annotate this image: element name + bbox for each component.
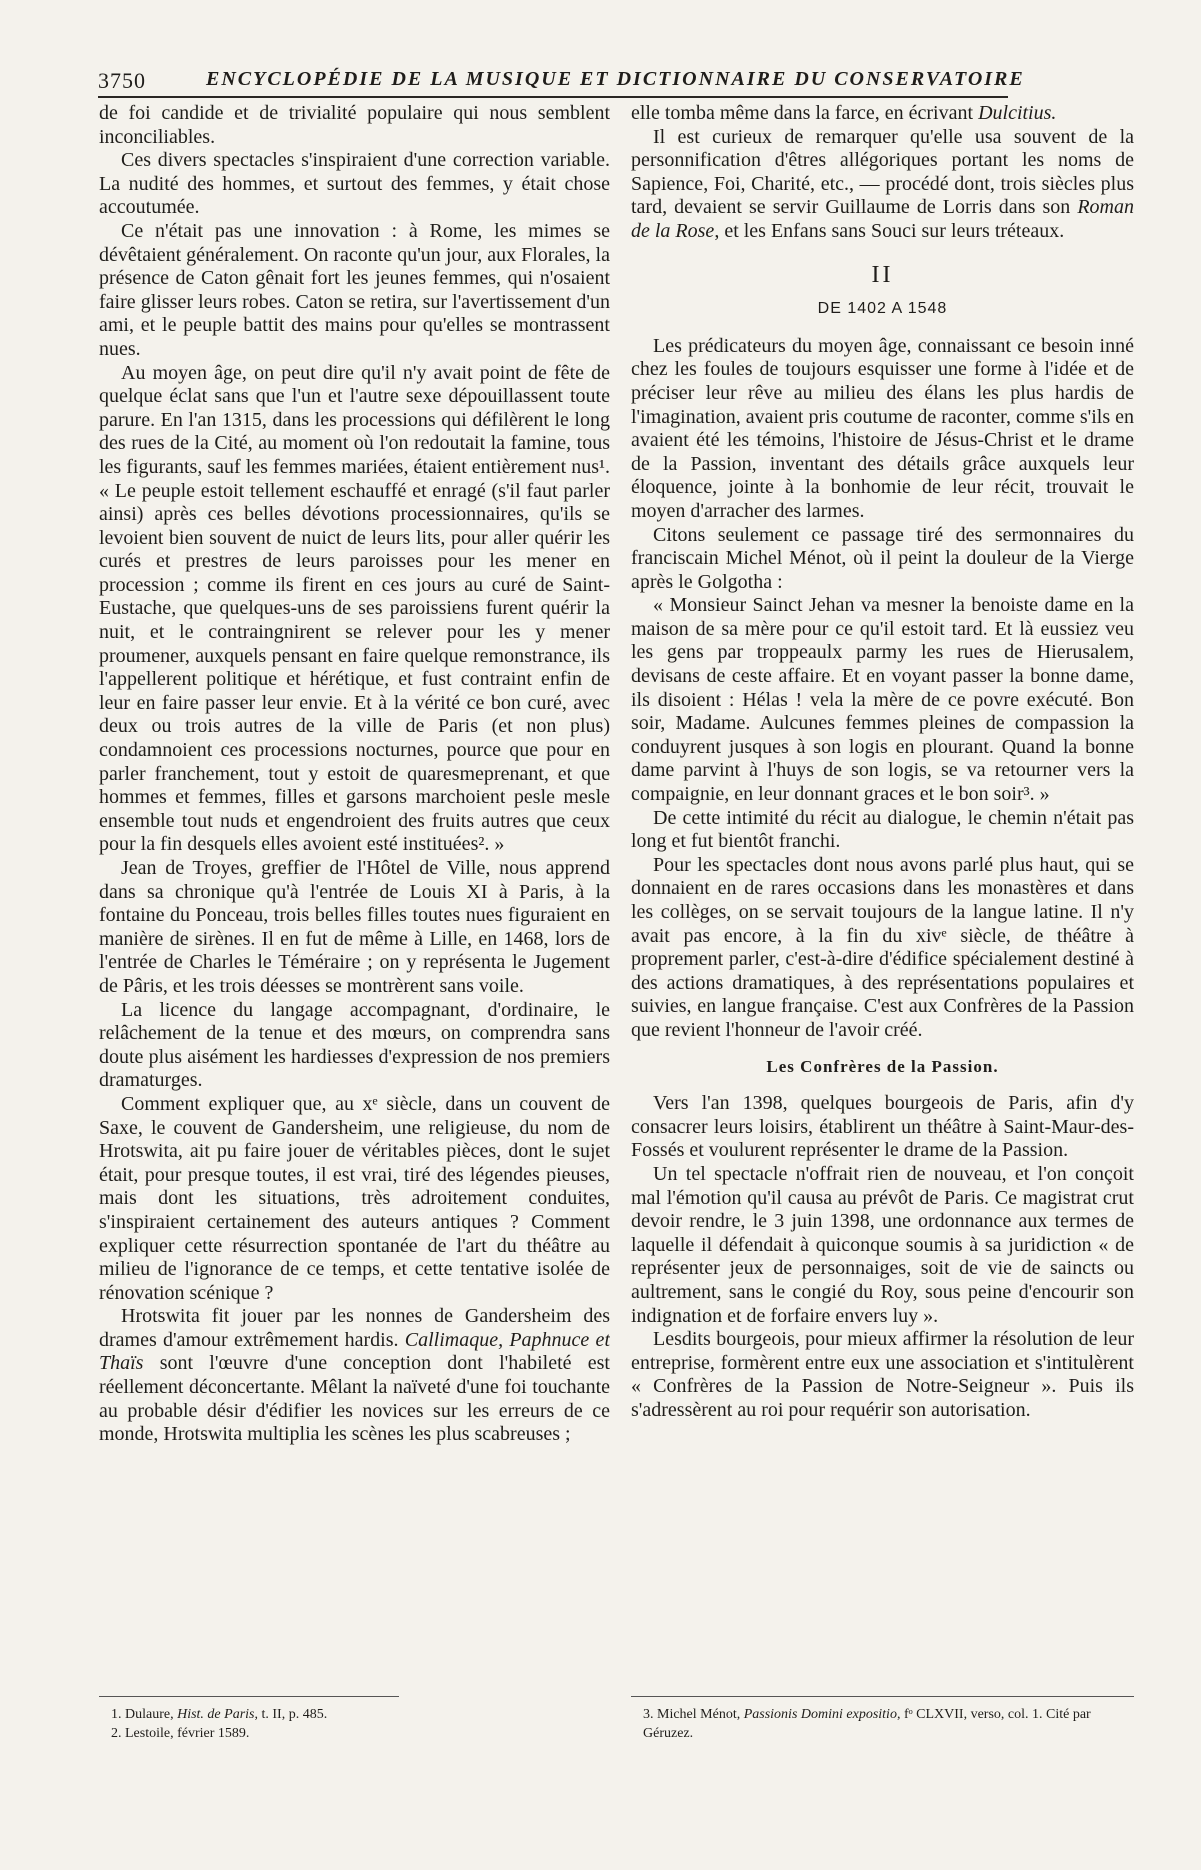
quotation: « Monsieur Sainct Jehan va mesner la benoiste dame en la maison de sa mère pour ce qu'il estoit tard. Et là eussiez veu les gens par troppeaulx parmy les rues de Hierusalem, devisans de ceste affaire. Et en voyant passer la bonne dame, ils disoient : Hélas ! vela la mère de ce povre exécuté. Bon soir, Madame. Aulcunes femmes pleines de compassion la conduyrent jusques à son logis en plourant. Quand la bonne dame parvint à l'huys de son logis, se va retourner vers la compaignie, en leur donnant graces et le bon soir³. » (631, 594, 1134, 806)
paragraph (99, 1305, 610, 1447)
text: elle tomba même dans la farce, en écrivant (631, 102, 979, 124)
paragraph: La licence du langage accompagnant, d'ordinaire, le relâchement de la tenue et des mœurs, on comprendra sans doute plus aisément les hardiesses d'expression de nos premiers dramaturges. (99, 998, 610, 1092)
running-header (98, 62, 1025, 98)
paragraph: Vers l'an 1398, quelques bourgeois de Paris, afin d'y consacrer leurs loisirs, établirent un théâtre à Saint-Maur-des-Fossés et voulurent représenter le drame de la Passion. (631, 1092, 1134, 1162)
footnote (99, 1705, 399, 1724)
text: 1. Dulaure, (111, 1707, 178, 1722)
text: , t. II, p. 485. (254, 1707, 328, 1722)
text: Hrotswita fit jouer par les nonnes de Gandersheim des drames d'amour extrêmement hardis. (99, 1305, 610, 1351)
page-number: 3750 (98, 68, 146, 93)
paragraph: Lesdits bourgeois, pour mieux affirmer la résolution de leur entreprise, formèrent entre eux une association et s'intitulèrent « Confrères de la Passion de Notre-Seigneur ». Puis ils s'adressèrent au roi pour requérir son autorisation. (631, 1328, 1134, 1421)
paragraph (631, 102, 1134, 126)
right-column (631, 102, 1134, 1692)
italic-title: Passionis Domini expositio (743, 1707, 897, 1722)
italic-title: Hist. de Paris (177, 1707, 255, 1722)
section-title: DE 1402 A 1548 (817, 300, 948, 318)
paragraph (631, 126, 1134, 244)
text: , et les Enfans sans Souci sur leurs tréteaux. (714, 219, 1065, 242)
paragraph: Ces divers spectacles s'inspiraient d'une correction variable. La nudité des hommes, et surtout des femmes, y était chose accoutumée. (99, 149, 610, 219)
section-number: II (871, 261, 894, 288)
footnotes-right (631, 1696, 1134, 1743)
footnote: 2. Lestoile, février 1589. (111, 1726, 250, 1741)
paragraph: Un tel spectacle n'offrait rien de nouveau, et l'on conçoit mal l'émotion qu'il causa au prévôt de Paris. Ce magistrat crut devoir rendre, le 3 juin 1398, une ordonnance aux termes de laquelle il défendait à quiconque soumis à sa juridiction « de représenter jeux de personnaiges, soit de vie de saincts ou aultrement, sans le congié du Roy, sous peine d'encourir son indignation et de forfaire envers luy ». (631, 1162, 1134, 1327)
text: Il est curieux de remarquer qu'elle usa souvent de la personnification d'êtres allégoriques portant les noms de Sapience, Foi, Charité, etc., — procédé dont, trois siècles plus tard, devaient se servir Guillaume de Lorris dans son (631, 125, 1134, 219)
paragraph: De cette intimité du récit au dialogue, le chemin n'était pas long et fut bientôt franchi. (631, 806, 1134, 853)
italic-title: Roman de la Rose (631, 196, 1134, 242)
paragraph: Pour les spectacles dont nous avons parlé plus haut, qui se donnaient en de rares occasions dans les monastères et dans les collèges, on se servait toujours de la langue latine. Il n'y avait pas encore, à la fin du xivᵉ siècle, de théâtre à proprement parler, c'est-à-dire d'édifice spécialement destiné à des actions dramatiques, à des représentations populaires et suivies, en langue française. C'est aux Confrères de la Passion que revient l'honneur de l'avoir créé. (631, 853, 1134, 1041)
paragraph: Au moyen âge, on peut dire qu'il n'y avait point de fête de quelque éclat sans que l'un et l'autre sexe dépouillassent toute parure. En l'an 1315, dans les processions qui défilèrent le long des rues de la Cité, au moment où l'on redoutait la famine, tous les figurants, sauf les femmes mariées, étaient entièrement nus¹. « Le peuple estoit tellement eschauffé et enragé (s'il faut parler ainsi) après ces belles dévotions processionnaires, qu'ils se levoient bien souvent de nuict de leurs lits, pour aller quérir les curés et prestres de leurs paroisses pour les mener en procession ; comme ils firent en ces jours au curé de Saint-Eustache, que quelques-uns de ses paroissiens furent quérir la nuit, et le contraingnirent se relever pour les y mener proumener, auxquels pensant en faire quelque remonstrance, ils l'appellerent politique et hérétique, et fust contraint enfin de leur en faire passer leur envie. Et à la vérité ce bon curé, avec deux ou trois autres de la ville de Paris (et non plus) condamnoient ces processions nocturnes, pource que pour en parler franchement, tout y estoit de quaresmeprenant, et que hommes et femmes, filles et garsons marchoient pesle mesle ensemble tout nuds et engendroient des fruits autres que ceux pour la fin desquels elles avoient esté instituées². » (99, 361, 610, 856)
subheading: Les Confrères de la Passion. (766, 1056, 999, 1076)
paragraph: Jean de Troyes, greffier de l'Hôtel de Ville, nous apprend dans sa chronique qu'à l'entrée de Louis XI à Paris, à la fontaine du Ponceau, trois belles filles toutes nues figuraient en manière de sirènes. Il en fut de même à Lille, en 1468, lors de l'entrée de Charles le Téméraire ; on y représenta le Jugement de Pâris, et les trois déesses se montrèrent sans voile. (99, 857, 610, 997)
footnote (631, 1705, 1134, 1743)
italic-title: Dulcitius. (978, 102, 1057, 124)
text: sont l'œuvre d'une conception dont l'habileté est réellement déconcertante. Mêlant la naïveté d'une foi touchante au probable désir d'édifier les novices sur les erreurs de ce monde, Hrotswita multiplia les scènes les plus scabreuses ; (99, 1352, 610, 1446)
paragraph: Citons seulement ce passage tiré des sermonnaires du franciscain Michel Ménot, où il peint la douleur de la Vierge après le Golgotha : (631, 523, 1134, 593)
italic-title: Callimaque, Paphnuce et Thaïs (99, 1328, 610, 1375)
paragraph: Les prédicateurs du moyen âge, connaissant ce besoin inné chez les foules de toujours esquisser une forme à l'idée et de préciser leur rêve au milieu des élans les plus hardis de l'imagination, avaient pris coutume de raconter, comme s'ils en avaient été les témoins, l'histoire de Jésus-Christ et le drame de la Passion, inventant des détails grâce auxquels leur éloquence, jointe à la bonhomie de leur récit, trouvait le moyen d'arracher des larmes. (631, 334, 1134, 522)
text: 3. Michel Ménot, (643, 1707, 744, 1722)
footnotes-left (99, 1696, 399, 1743)
running-title: ENCYCLOPÉDIE DE LA MUSIQUE ET DICTIONNAIRE DU CONSERVATOIRE (206, 68, 1025, 90)
paragraph: de foi candide et de trivialité populaire qui nous semblent inconciliables. (99, 102, 610, 148)
paragraph: Ce n'était pas une innovation : à Rome, les mimes se dévêtaient généralement. On raconte qu'un jour, aux Florales, la présence de Caton gênait fort les jeunes femmes, qui n'osaient faire glisser leurs robes. Caton se retira, sur l'avertissement d'un ami, et le peuple battit des mains pour qu'elles se montrassent nues. (99, 219, 610, 360)
left-column (99, 102, 610, 1692)
text: , fᵒ CLXVII, verso, col. 1. Cité par Géruzez. (643, 1707, 1091, 1741)
paragraph: Comment expliquer que, au xᵉ siècle, dans un couvent de Saxe, le couvent de Gandersheim, une religieuse, du nom de Hrotswita, ait pu faire jouer de véritables pièces, dont le sujet était, pour presque toutes, il est vrai, tiré des légendes pieuses, mais dont les situations, très adroitement conduites, s'inspiraient certainement des auteurs antiques ? Comment expliquer cette résurrection spontanée de l'art du théâtre au milieu de l'ignorance de ce temps, et cette tentative isolée de rénovation scénique ? (99, 1092, 610, 1304)
